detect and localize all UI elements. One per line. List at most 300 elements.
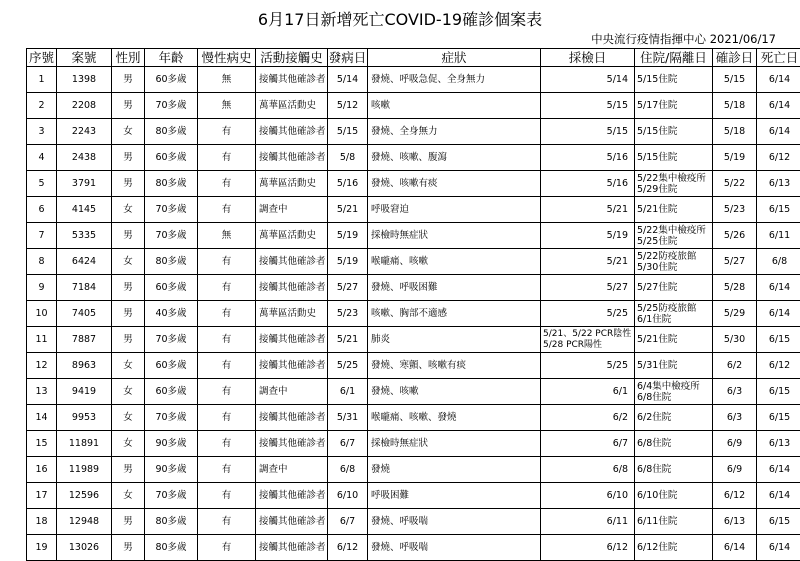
cell-age: 70多歲 (145, 327, 198, 353)
cell-chronic: 有 (198, 457, 256, 483)
cell-no: 10 (27, 301, 57, 327)
header-hospital-date: 住院/隔離日 (635, 49, 713, 67)
cell-hospital-date (635, 379, 713, 405)
cell-line: 6/7 (541, 438, 628, 449)
cell-no: 3 (27, 119, 57, 145)
cell-contact: 接觸其他確診者 (256, 353, 328, 379)
cell-hospital-date (635, 431, 713, 457)
cell-hospital-date (635, 171, 713, 197)
cell-death-date: 6/12 (757, 145, 800, 171)
cell-age: 90多歲 (145, 457, 198, 483)
cell-line: 6/10 (541, 490, 628, 501)
cell-hospital-date (635, 67, 713, 93)
cell-onset: 5/14 (328, 67, 368, 93)
cell-symptoms: 發燒、咳嗽有痰 (368, 171, 541, 197)
cell-chronic: 有 (198, 353, 256, 379)
cell-line: 6/2 (541, 412, 628, 423)
cell-contact: 接觸其他確診者 (256, 483, 328, 509)
cell-case: 9953 (57, 405, 112, 431)
cell-symptoms: 發燒、咳嗽、腹瀉 (368, 145, 541, 171)
cell-contact: 接觸其他確診者 (256, 535, 328, 561)
cell-death-date: 6/14 (757, 535, 800, 561)
cell-line: 6/1 (541, 386, 628, 397)
cell-hospital-date (635, 223, 713, 249)
cell-no: 5 (27, 171, 57, 197)
cell-line: 6/12 (541, 542, 628, 553)
cell-no: 6 (27, 197, 57, 223)
cell-sex: 女 (112, 405, 145, 431)
cell-sex: 女 (112, 249, 145, 275)
cell-line: 5/22集中檢疫所 (637, 225, 712, 236)
cell-confirm-date: 6/14 (713, 535, 757, 561)
cell-death-date: 6/11 (757, 223, 800, 249)
cell-no: 15 (27, 431, 57, 457)
cell-case: 2438 (57, 145, 112, 171)
cell-contact: 接觸其他確診者 (256, 145, 328, 171)
cell-no: 1 (27, 67, 57, 93)
cell-symptoms: 發燒、呼吸急促、全身無力 (368, 67, 541, 93)
cell-hospital-date (635, 457, 713, 483)
cell-age: 70多歲 (145, 93, 198, 119)
cell-onset: 5/12 (328, 93, 368, 119)
cell-death-date: 6/13 (757, 171, 800, 197)
cell-onset: 6/7 (328, 431, 368, 457)
cell-symptoms: 喉嚨痛、咳嗽 (368, 249, 541, 275)
cell-symptoms: 呼吸困難 (368, 483, 541, 509)
cell-case: 11989 (57, 457, 112, 483)
cell-confirm-date: 5/18 (713, 93, 757, 119)
cell-onset: 5/15 (328, 119, 368, 145)
cell-sex: 女 (112, 431, 145, 457)
cell-sex: 女 (112, 119, 145, 145)
table-row (27, 327, 800, 353)
table-row (27, 379, 800, 405)
cell-onset: 5/8 (328, 145, 368, 171)
header-no: 序號 (27, 49, 57, 67)
cell-contact: 萬華區活動史 (256, 93, 328, 119)
cell-confirm-date: 5/26 (713, 223, 757, 249)
cell-onset: 5/31 (328, 405, 368, 431)
cell-sex: 男 (112, 223, 145, 249)
table-row (27, 431, 800, 457)
cell-hospital-date (635, 509, 713, 535)
cell-confirm-date: 6/9 (713, 457, 757, 483)
cell-death-date: 6/15 (757, 327, 800, 353)
cell-no: 11 (27, 327, 57, 353)
cell-onset: 6/7 (328, 509, 368, 535)
cell-contact: 調查中 (256, 457, 328, 483)
cell-hospital-date (635, 327, 713, 353)
cell-symptoms: 發燒、咳嗽 (368, 379, 541, 405)
cell-contact: 接觸其他確診者 (256, 119, 328, 145)
cell-age: 60多歲 (145, 353, 198, 379)
cell-contact: 接觸其他確診者 (256, 405, 328, 431)
cell-hospital-date (635, 145, 713, 171)
table-body (27, 67, 800, 561)
cell-test-date (541, 353, 635, 379)
cell-symptoms: 咳嗽 (368, 93, 541, 119)
table-row (27, 457, 800, 483)
cell-contact: 調查中 (256, 379, 328, 405)
cell-sex: 男 (112, 171, 145, 197)
cell-onset: 6/1 (328, 379, 368, 405)
cell-symptoms: 發燒、寒顫、咳嗽有痰 (368, 353, 541, 379)
cell-age: 70多歲 (145, 483, 198, 509)
cell-onset: 5/19 (328, 223, 368, 249)
cell-onset: 5/21 (328, 197, 368, 223)
cell-contact: 萬華區活動史 (256, 223, 328, 249)
cell-symptoms: 肺炎 (368, 327, 541, 353)
cell-case: 7887 (57, 327, 112, 353)
cell-sex: 女 (112, 379, 145, 405)
cell-confirm-date: 5/27 (713, 249, 757, 275)
cell-line: 5/16 (541, 152, 628, 163)
cell-test-date (541, 535, 635, 561)
cell-age: 90多歲 (145, 431, 198, 457)
cell-line: 5/15 (541, 126, 628, 137)
cell-age: 70多歲 (145, 405, 198, 431)
cell-death-date: 6/15 (757, 379, 800, 405)
cell-chronic: 有 (198, 301, 256, 327)
cell-line: 5/15住院 (637, 126, 712, 137)
case-table (26, 48, 800, 561)
cell-line: 5/15住院 (637, 152, 712, 163)
cell-death-date: 6/14 (757, 457, 800, 483)
cell-case: 7405 (57, 301, 112, 327)
cell-test-date (541, 119, 635, 145)
cell-chronic: 有 (198, 509, 256, 535)
cell-line: 5/22集中檢疫所 (637, 173, 712, 184)
cell-line: 5/31住院 (637, 360, 712, 371)
cell-line: 6/8住院 (637, 392, 712, 403)
cell-age: 80多歲 (145, 509, 198, 535)
cell-contact: 萬華區活動史 (256, 171, 328, 197)
cell-test-date (541, 301, 635, 327)
cell-test-date (541, 405, 635, 431)
cell-hospital-date (635, 93, 713, 119)
cell-symptoms: 發燒、呼吸喘 (368, 509, 541, 535)
cell-death-date: 6/14 (757, 301, 800, 327)
header-symptoms: 症狀 (368, 49, 541, 67)
cell-test-date (541, 457, 635, 483)
table-row (27, 93, 800, 119)
cell-age: 60多歲 (145, 379, 198, 405)
cell-hospital-date (635, 197, 713, 223)
cell-case: 6424 (57, 249, 112, 275)
cell-no: 12 (27, 353, 57, 379)
cell-line: 6/10住院 (637, 490, 712, 501)
cell-line: 5/25 (541, 308, 628, 319)
table-row (27, 535, 800, 561)
cell-line: 5/29住院 (637, 184, 712, 195)
cell-no: 7 (27, 223, 57, 249)
cell-onset: 5/19 (328, 249, 368, 275)
cell-chronic: 有 (198, 275, 256, 301)
cell-symptoms: 發燒、呼吸困難 (368, 275, 541, 301)
cell-contact: 接觸其他確診者 (256, 509, 328, 535)
cell-confirm-date: 5/18 (713, 119, 757, 145)
cell-symptoms: 採檢時無症狀 (368, 431, 541, 457)
table-row (27, 171, 800, 197)
cell-age: 80多歲 (145, 249, 198, 275)
cell-test-date (541, 431, 635, 457)
cell-onset: 5/27 (328, 275, 368, 301)
cell-hospital-date (635, 483, 713, 509)
cell-hospital-date (635, 535, 713, 561)
cell-death-date: 6/12 (757, 353, 800, 379)
cell-sex: 女 (112, 483, 145, 509)
cell-symptoms: 發燒 (368, 457, 541, 483)
cell-case: 11891 (57, 431, 112, 457)
cell-line: 6/8住院 (637, 464, 712, 475)
cell-line: 6/12住院 (637, 542, 712, 553)
cell-age: 60多歲 (145, 275, 198, 301)
cell-sex: 男 (112, 301, 145, 327)
cell-test-date (541, 275, 635, 301)
cell-line: 5/28 PCR陽性 (543, 340, 634, 351)
cell-test-date (541, 171, 635, 197)
cell-onset: 5/23 (328, 301, 368, 327)
cell-age: 60多歲 (145, 67, 198, 93)
cell-line: 6/8 (541, 464, 628, 475)
cell-death-date: 6/14 (757, 93, 800, 119)
cell-line: 5/27 (541, 282, 628, 293)
table-row (27, 353, 800, 379)
cell-confirm-date: 6/3 (713, 405, 757, 431)
cell-chronic: 有 (198, 327, 256, 353)
cell-test-date (541, 67, 635, 93)
cell-onset: 5/16 (328, 171, 368, 197)
cell-no: 14 (27, 405, 57, 431)
cell-line: 6/2住院 (637, 412, 712, 423)
cell-contact: 接觸其他確診者 (256, 327, 328, 353)
cell-hospital-date (635, 275, 713, 301)
cell-test-date (541, 509, 635, 535)
cell-death-date: 6/14 (757, 275, 800, 301)
cell-line: 5/30住院 (637, 262, 712, 273)
cell-onset: 5/25 (328, 353, 368, 379)
table-row (27, 483, 800, 509)
cell-no: 9 (27, 275, 57, 301)
cell-symptoms: 發燒、全身無力 (368, 119, 541, 145)
cell-line: 5/16 (541, 178, 628, 189)
cell-no: 18 (27, 509, 57, 535)
cell-test-date (541, 197, 635, 223)
cell-contact: 調查中 (256, 197, 328, 223)
cell-test-date (541, 327, 635, 353)
cell-hospital-date (635, 353, 713, 379)
cell-contact: 接觸其他確診者 (256, 67, 328, 93)
cell-case: 9419 (57, 379, 112, 405)
cell-case: 4145 (57, 197, 112, 223)
cell-hospital-date (635, 301, 713, 327)
cell-sex: 男 (112, 145, 145, 171)
cell-no: 2 (27, 93, 57, 119)
cell-confirm-date: 6/2 (713, 353, 757, 379)
cell-age: 80多歲 (145, 535, 198, 561)
cell-chronic: 無 (198, 93, 256, 119)
cell-case: 5335 (57, 223, 112, 249)
cell-sex: 女 (112, 353, 145, 379)
header-onset: 發病日 (328, 49, 368, 67)
cell-chronic: 有 (198, 197, 256, 223)
cell-age: 80多歲 (145, 171, 198, 197)
cell-chronic: 無 (198, 67, 256, 93)
cell-chronic: 有 (198, 171, 256, 197)
cell-line: 5/15住院 (637, 74, 712, 85)
cell-no: 8 (27, 249, 57, 275)
cell-case: 12596 (57, 483, 112, 509)
cell-case: 3791 (57, 171, 112, 197)
cell-chronic: 無 (198, 223, 256, 249)
cell-no: 19 (27, 535, 57, 561)
cell-line: 5/14 (541, 74, 628, 85)
cell-sex: 男 (112, 327, 145, 353)
cell-sex: 男 (112, 509, 145, 535)
cell-line: 5/21 (541, 256, 628, 267)
cell-case: 8963 (57, 353, 112, 379)
cell-symptoms: 咳嗽、胸部不適感 (368, 301, 541, 327)
table-row (27, 275, 800, 301)
cell-chronic: 有 (198, 249, 256, 275)
cell-line: 5/25 (541, 360, 628, 371)
table-row (27, 197, 800, 223)
cell-chronic: 有 (198, 119, 256, 145)
header-row (27, 49, 800, 67)
cell-confirm-date: 5/19 (713, 145, 757, 171)
table-row (27, 301, 800, 327)
source-date: 中央流行疫情指揮中心 2021/06/17 (591, 32, 776, 46)
table-row (27, 249, 800, 275)
cell-confirm-date: 6/9 (713, 431, 757, 457)
header-age: 年齡 (145, 49, 198, 67)
cell-sex: 男 (112, 275, 145, 301)
cell-line: 5/21住院 (637, 334, 712, 345)
cell-case: 13026 (57, 535, 112, 561)
cell-symptoms: 發燒、呼吸喘 (368, 535, 541, 561)
cell-no: 16 (27, 457, 57, 483)
cell-case: 1398 (57, 67, 112, 93)
cell-sex: 男 (112, 535, 145, 561)
cell-symptoms: 採檢時無症狀 (368, 223, 541, 249)
header-death-date: 死亡日 (757, 49, 800, 67)
cell-age: 70多歲 (145, 197, 198, 223)
cell-age: 40多歲 (145, 301, 198, 327)
header-test-date: 採檢日 (541, 49, 635, 67)
cell-age: 70多歲 (145, 223, 198, 249)
cell-contact: 接觸其他確診者 (256, 431, 328, 457)
cell-line: 5/21、5/22 PCR陰性 (543, 329, 634, 340)
cell-contact: 接觸其他確診者 (256, 275, 328, 301)
cell-death-date: 6/14 (757, 67, 800, 93)
cell-hospital-date (635, 119, 713, 145)
cell-line: 5/17住院 (637, 100, 712, 111)
cell-case: 7184 (57, 275, 112, 301)
cell-onset: 5/21 (328, 327, 368, 353)
cell-line: 6/11 (541, 516, 628, 527)
cell-chronic: 有 (198, 535, 256, 561)
cell-no: 17 (27, 483, 57, 509)
cell-line: 5/21 (541, 204, 628, 215)
table-row (27, 509, 800, 535)
cell-line: 6/11住院 (637, 516, 712, 527)
cell-chronic: 有 (198, 145, 256, 171)
cell-confirm-date: 5/15 (713, 67, 757, 93)
cell-test-date (541, 145, 635, 171)
cell-symptoms: 喉嚨痛、咳嗽、發燒 (368, 405, 541, 431)
cell-death-date: 6/14 (757, 119, 800, 145)
header-sex: 性別 (112, 49, 145, 67)
cell-chronic: 有 (198, 379, 256, 405)
cell-death-date: 6/13 (757, 431, 800, 457)
cell-line: 5/15 (541, 100, 628, 111)
cell-confirm-date: 6/3 (713, 379, 757, 405)
cell-death-date: 6/14 (757, 483, 800, 509)
cell-case: 12948 (57, 509, 112, 535)
cell-sex: 男 (112, 93, 145, 119)
cell-test-date (541, 379, 635, 405)
cell-contact: 接觸其他確診者 (256, 249, 328, 275)
cell-age: 60多歲 (145, 145, 198, 171)
cell-case: 2243 (57, 119, 112, 145)
cell-line: 5/22防疫旅館 (637, 251, 712, 262)
cell-hospital-date (635, 405, 713, 431)
cell-death-date: 6/15 (757, 509, 800, 535)
table-row (27, 67, 800, 93)
cell-contact: 萬華區活動史 (256, 301, 328, 327)
cell-line: 6/1住院 (637, 314, 712, 325)
page-title: 6月17日新增死亡COVID-19確診個案表 (0, 10, 800, 30)
cell-death-date: 6/8 (757, 249, 800, 275)
cell-confirm-date: 6/13 (713, 509, 757, 535)
cell-line: 6/4集中檢疫所 (637, 381, 712, 392)
cell-confirm-date: 6/12 (713, 483, 757, 509)
cell-confirm-date: 5/23 (713, 197, 757, 223)
cell-onset: 6/8 (328, 457, 368, 483)
cell-line: 5/25防疫旅館 (637, 303, 712, 314)
table-row (27, 145, 800, 171)
cell-line: 5/21住院 (637, 204, 712, 215)
cell-case: 2208 (57, 93, 112, 119)
cell-age: 80多歲 (145, 119, 198, 145)
cell-death-date: 6/15 (757, 405, 800, 431)
header-case: 案號 (57, 49, 112, 67)
cell-test-date (541, 483, 635, 509)
cell-chronic: 有 (198, 405, 256, 431)
cell-sex: 女 (112, 197, 145, 223)
cell-death-date: 6/15 (757, 197, 800, 223)
cell-no: 13 (27, 379, 57, 405)
cell-chronic: 有 (198, 431, 256, 457)
cell-line: 6/8住院 (637, 438, 712, 449)
cell-confirm-date: 5/30 (713, 327, 757, 353)
cell-test-date (541, 93, 635, 119)
cell-confirm-date: 5/22 (713, 171, 757, 197)
cell-test-date (541, 249, 635, 275)
cell-hospital-date (635, 249, 713, 275)
cell-line: 5/27住院 (637, 282, 712, 293)
cell-sex: 男 (112, 67, 145, 93)
cell-line: 5/19 (541, 230, 628, 241)
table-row (27, 119, 800, 145)
cell-sex: 男 (112, 457, 145, 483)
header-contact: 活動接觸史 (256, 49, 328, 67)
header-confirm-date: 確診日 (713, 49, 757, 67)
cell-confirm-date: 5/29 (713, 301, 757, 327)
cell-no: 4 (27, 145, 57, 171)
cell-onset: 6/10 (328, 483, 368, 509)
cell-onset: 6/12 (328, 535, 368, 561)
